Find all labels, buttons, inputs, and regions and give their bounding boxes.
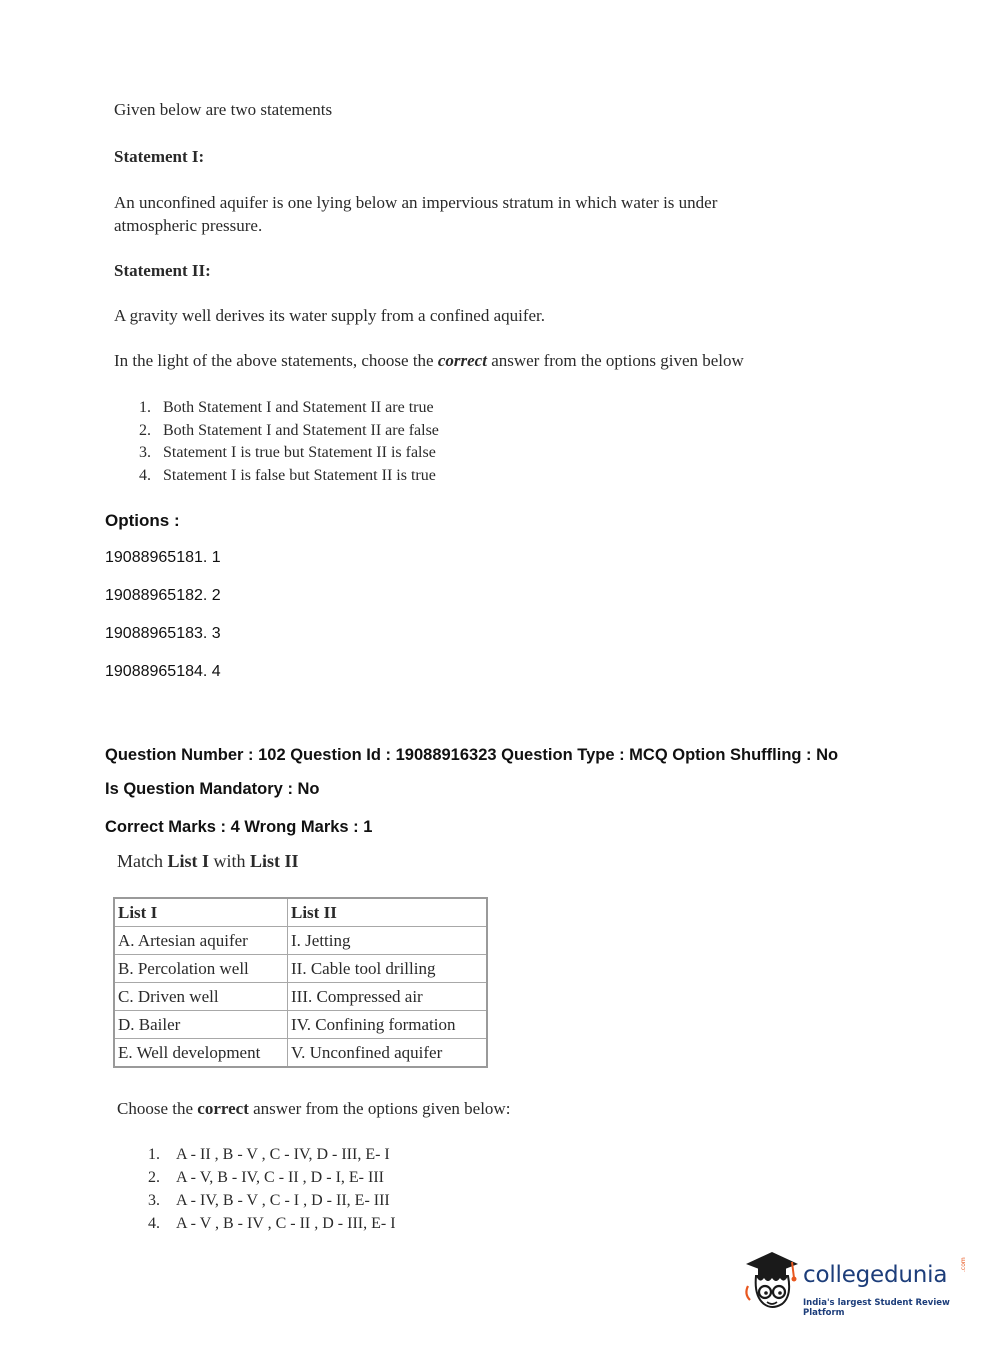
choice-text: Statement I is true but Statement II is false — [163, 444, 436, 462]
table-cell: D. Bailer — [114, 1011, 288, 1039]
collegedunia-logo — [742, 1250, 972, 1320]
table-row — [114, 927, 487, 955]
choice-item — [148, 1189, 396, 1212]
option-4: 19088965184. 4 — [105, 663, 221, 680]
table-cell: IV. Confining formation — [288, 1011, 488, 1039]
option-1: 19088965181. 1 — [105, 549, 221, 566]
table-cell: B. Percolation well — [114, 955, 288, 983]
choice-text: A - IV, B - V , C - I , D - II, E- III — [176, 1192, 390, 1209]
logo-wordmark: collegedunia — [803, 1262, 948, 1288]
choice-text: Both Statement I and Statement II are true — [163, 399, 434, 416]
choice-text: A - V , B - IV , C - II , D - III, E- I — [176, 1215, 396, 1232]
choice-number: 4. — [139, 467, 151, 485]
table-cell: V. Unconfined aquifer — [288, 1039, 488, 1068]
instruction-emphasis: correct — [437, 351, 487, 370]
choice-number: 3. — [148, 1192, 160, 1209]
options-heading: Options : — [105, 511, 180, 530]
statement-1-heading: Statement I: — [114, 147, 205, 166]
question-2-choices — [148, 1143, 396, 1235]
table-header-row — [114, 898, 487, 927]
match-pre: Match — [117, 851, 168, 871]
logo-tagline: India's largest Student Review Platform — [803, 1298, 950, 1318]
instruction-pre: In the light of the above statements, choose the — [114, 351, 438, 370]
choice-item — [148, 1143, 396, 1166]
question-marks: Correct Marks : 4 Wrong Marks : 1 — [105, 818, 373, 836]
match-mid: with — [209, 851, 251, 871]
table-header-cell: List I — [114, 898, 288, 927]
choose-emphasis: correct — [197, 1099, 249, 1118]
table-row — [114, 1039, 487, 1068]
choose-pre: Choose the — [117, 1099, 198, 1118]
logo-com: .com — [960, 1257, 967, 1272]
table-cell: III. Compressed air — [288, 983, 488, 1011]
table-cell: II. Cable tool drilling — [288, 955, 488, 983]
question-mandatory: Is Question Mandatory : No — [105, 780, 320, 798]
match-instruction — [117, 851, 299, 872]
table-row — [114, 1011, 487, 1039]
match-list-1: List I — [167, 851, 209, 871]
statement-1-text: An unconfined aquifer is one lying below an impervious stratum in which water is under atmospheric pressure. — [114, 193, 718, 235]
option-3: 19088965183. 3 — [105, 625, 221, 642]
instruction-post: answer from the options given below — [486, 351, 744, 370]
choice-item — [139, 442, 439, 465]
choice-number: 2. — [148, 1169, 160, 1186]
match-table — [113, 897, 488, 1068]
table-row — [114, 955, 487, 983]
question-meta: Question Number : 102 Question Id : 19088916323 Question Type : MCQ Option Shuffling : No — [105, 746, 839, 764]
question-intro: Given below are two statements — [114, 100, 333, 119]
table-header-cell: List II — [288, 898, 488, 927]
choice-text: Statement I is false but Statement II is true — [163, 467, 436, 485]
choose-instruction — [117, 1099, 510, 1119]
choice-number: 3. — [139, 444, 151, 462]
choice-item — [139, 397, 439, 420]
choice-number: 1. — [148, 1146, 160, 1163]
choice-text: A - II , B - V , C - IV, D - III, E- I — [176, 1146, 390, 1163]
table-row — [114, 983, 487, 1011]
question-instruction — [114, 351, 744, 371]
choice-item — [139, 420, 439, 443]
choice-number: 4. — [148, 1215, 160, 1232]
choose-post: answer from the options given below: — [248, 1099, 511, 1118]
statement-2-text: A gravity well derives its water supply from a confined aquifer. — [114, 306, 546, 325]
mascot-icon — [742, 1250, 802, 1320]
question-1-choices — [139, 397, 439, 488]
choice-text: Both Statement I and Statement II are false — [163, 421, 439, 439]
option-2: 19088965182. 2 — [105, 587, 221, 604]
table-cell: I. Jetting — [288, 927, 488, 955]
table-cell: C. Driven well — [114, 983, 288, 1011]
choice-item — [148, 1166, 396, 1189]
choice-number: 1. — [139, 399, 151, 416]
choice-text: A - V, B - IV, C - II , D - I, E- III — [176, 1169, 384, 1186]
table-cell: E. Well development — [114, 1039, 288, 1068]
choice-number: 2. — [139, 421, 151, 439]
choice-item — [139, 465, 439, 488]
table-cell: A. Artesian aquifer — [114, 927, 288, 955]
match-list-2: List II — [250, 851, 299, 871]
choice-item — [148, 1212, 396, 1235]
statement-2-heading: Statement II: — [114, 261, 211, 280]
